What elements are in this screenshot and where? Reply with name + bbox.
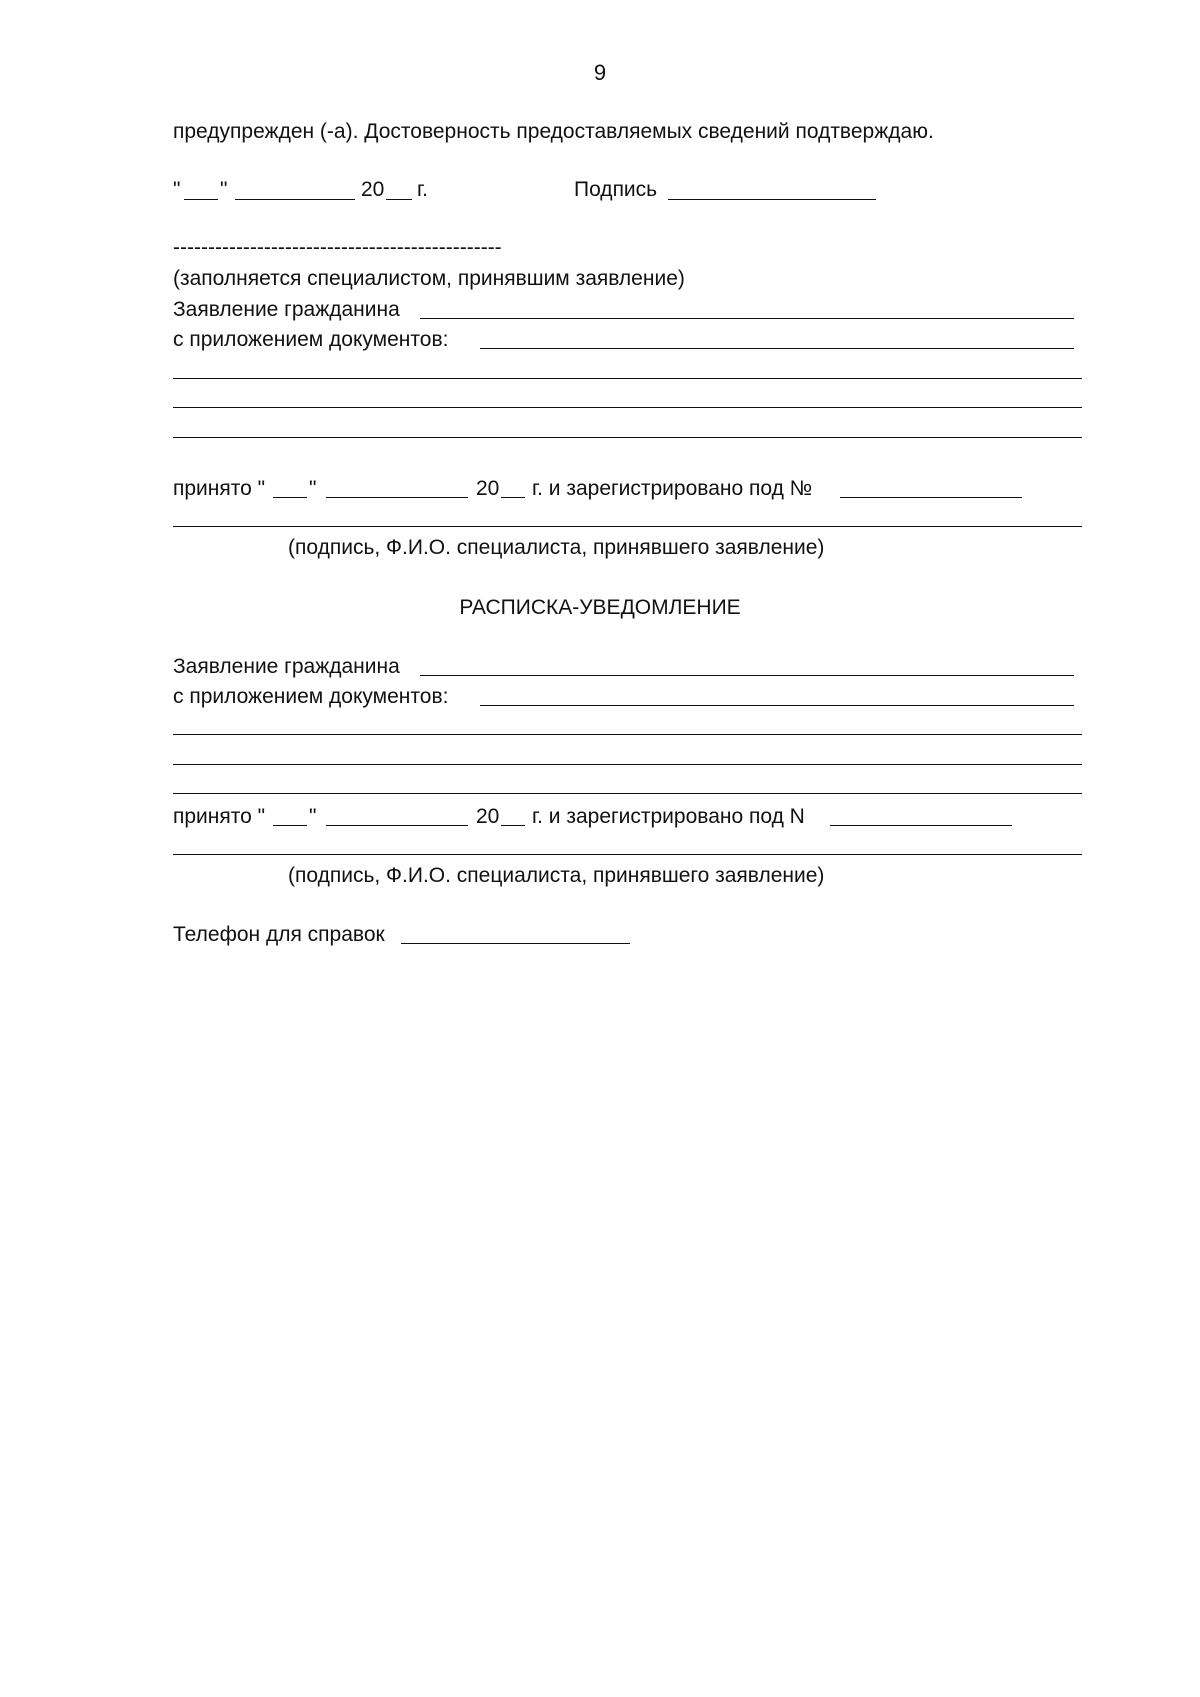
specialist-signature-caption: (подпись, Ф.И.О. специалиста, принявшего заявление)	[288, 536, 825, 559]
date-close-quote: "	[220, 178, 228, 201]
receipt-accepted-month-blank[interactable]	[326, 825, 468, 826]
signature-blank[interactable]	[668, 199, 876, 200]
accepted-label: принято "	[173, 477, 266, 500]
intro-continuation-text: предупрежден (-а). Достоверность предоставляемых сведений подтверждаю.	[173, 120, 934, 143]
application-label: Заявление гражданина	[173, 298, 400, 321]
receipt-accepted-year-blank[interactable]	[501, 825, 525, 826]
specialist-signature-line[interactable]	[173, 526, 1082, 527]
receipt-documents-blank-line-2[interactable]	[173, 734, 1082, 735]
documents-blank[interactable]	[480, 348, 1074, 349]
date-open-quote: "	[173, 178, 181, 201]
signature-label: Подпись	[574, 178, 658, 201]
date-month-blank[interactable]	[235, 199, 355, 200]
receipt-accepted-quote-close: "	[309, 805, 317, 828]
accepted-registered-label: г. и зарегистрировано под №	[532, 477, 813, 500]
documents-blank-line-4[interactable]	[173, 437, 1082, 438]
receipt-documents-blank[interactable]	[480, 705, 1074, 706]
date-year-suffix: г.	[417, 178, 428, 201]
date-day-blank[interactable]	[184, 199, 218, 200]
registration-number-blank[interactable]	[840, 497, 1022, 498]
receipt-accepted-day-blank[interactable]	[273, 825, 307, 826]
date-year-blank[interactable]	[386, 199, 412, 200]
receipt-signature-caption: (подпись, Ф.И.О. специалиста, принявшего заявление)	[288, 864, 825, 887]
accepted-year-prefix: 20	[476, 477, 500, 500]
page-number: 9	[593, 60, 607, 85]
accepted-month-blank[interactable]	[326, 497, 468, 498]
receipt-title: РАСПИСКА-УВЕДОМЛЕНИЕ	[459, 596, 741, 619]
accepted-year-blank[interactable]	[501, 497, 525, 498]
documents-blank-line-2[interactable]	[173, 378, 1082, 379]
receipt-accepted-registered-label: г. и зарегистрировано под N	[532, 805, 805, 828]
specialist-note: (заполняется специалистом, принявшим заявление)	[173, 267, 685, 290]
receipt-documents-blank-line-4[interactable]	[173, 793, 1082, 794]
date-year-prefix: 20	[361, 178, 385, 201]
receipt-signature-line[interactable]	[173, 854, 1082, 855]
documents-label: с приложением документов:	[173, 328, 449, 351]
accepted-quote-close: "	[309, 477, 317, 500]
documents-blank-line-3[interactable]	[173, 407, 1082, 408]
receipt-application-blank[interactable]	[420, 675, 1074, 676]
receipt-documents-blank-line-3[interactable]	[173, 764, 1082, 765]
phone-blank[interactable]	[401, 943, 630, 944]
application-citizen-blank[interactable]	[420, 318, 1074, 319]
separator-dashes: -----------------------------------------------	[173, 236, 502, 259]
phone-label: Телефон для справок	[173, 923, 385, 946]
receipt-application-label: Заявление гражданина	[173, 655, 400, 678]
receipt-accepted-year-prefix: 20	[476, 805, 500, 828]
receipt-registration-number-blank[interactable]	[830, 825, 1012, 826]
receipt-documents-label: с приложением документов:	[173, 685, 449, 708]
receipt-accepted-label: принято "	[173, 805, 266, 828]
accepted-day-blank[interactable]	[273, 497, 307, 498]
